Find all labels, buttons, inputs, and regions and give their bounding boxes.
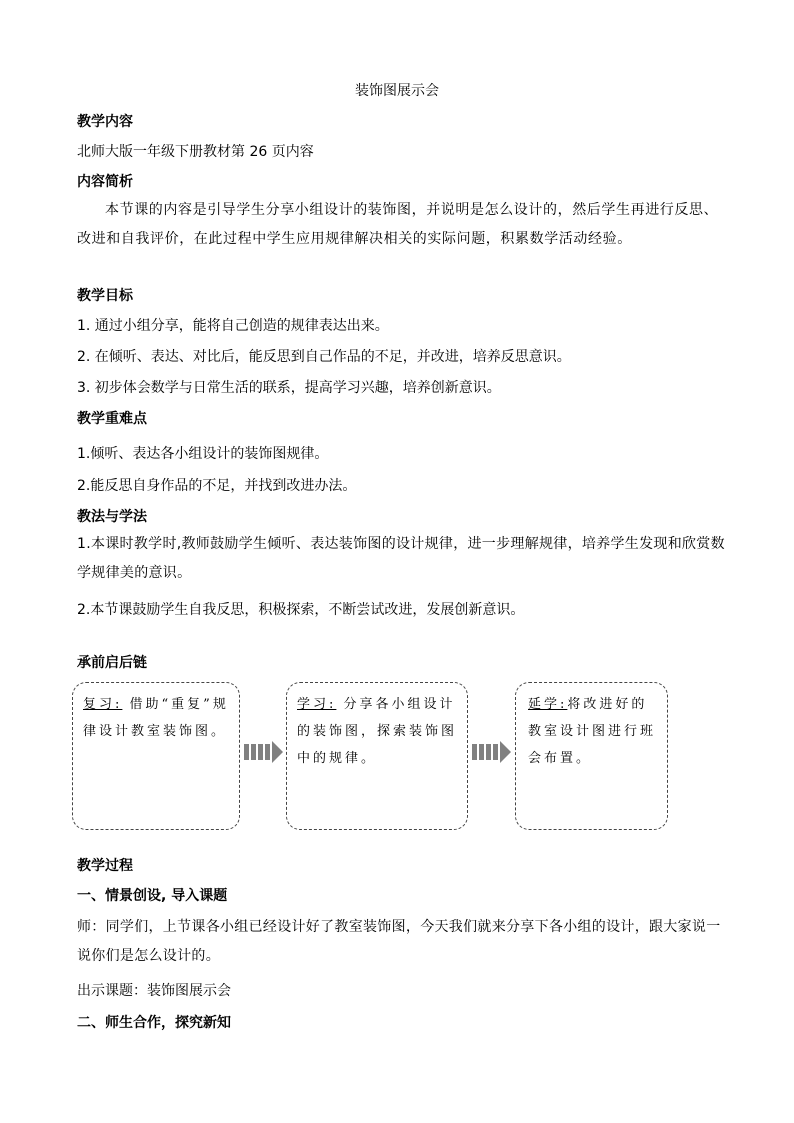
chain-arrow-2 bbox=[472, 741, 511, 763]
chain-text-extend: 将改进好的教室设计图进行班会布置。 bbox=[528, 697, 657, 766]
chain-text-learn: 分享各小组设计的装饰图，探索装饰图中的规律。 bbox=[297, 697, 458, 766]
goal-item-2: 2. 在倾听、表达、对比后，能反思到自己作品的不足，并改进，培养反思意识。 bbox=[77, 349, 571, 365]
chain-arrow-1 bbox=[244, 741, 283, 763]
section2-heading: 二、师生合作，探究新知 bbox=[77, 1015, 231, 1031]
process-heading: 教学过程 bbox=[77, 858, 133, 874]
method-paragraph-1: 1.本课时教学时,教师鼓励学生倾听、表达装饰图的设计规律，进一步理解规律，培养学生发现和欣赏数学规律美的意识。 bbox=[77, 536, 725, 581]
chain-label-extend: 延学: bbox=[528, 697, 568, 712]
section1-show-title: 出示课题：装饰图展示会 bbox=[77, 983, 231, 999]
chain-text-review: 借助“重复”规律设计教室装饰图。 bbox=[83, 697, 229, 739]
key-point-1: 1.倾听、表达各小组设计的装饰图规律。 bbox=[77, 446, 329, 462]
method-heading: 教法与学法 bbox=[77, 509, 147, 525]
chain-label-review: 复习: bbox=[83, 697, 123, 712]
content-heading: 教学内容 bbox=[77, 114, 133, 130]
page-title: 装饰图展示会 bbox=[355, 83, 439, 99]
chain-box-extend bbox=[515, 682, 668, 830]
section1-heading: 一、情景创设, 导入课题 bbox=[77, 888, 228, 904]
chain-box-review bbox=[72, 682, 240, 830]
key-heading: 教学重难点 bbox=[77, 411, 147, 427]
chain-label-learn: 学习: bbox=[297, 697, 337, 712]
section1-paragraph: 师：同学们，上节课各小组已经设计好了教室装饰图，今天我们就来分享下各小组的设计，跟大家说一说你们是怎么设计的。 bbox=[77, 919, 721, 964]
summary-paragraph: 本节课的内容是引导学生分享小组设计的装饰图，并说明是怎么设计的，然后学生再进行反思、改进和自我评价，在此过程中学生应用规律解决相关的实际问题，积累数学活动经验。 bbox=[77, 202, 719, 247]
summary-heading: 内容简析 bbox=[77, 174, 133, 190]
chain-box-learn bbox=[286, 682, 468, 830]
goals-heading: 教学目标 bbox=[77, 288, 133, 304]
key-point-2: 2.能反思自身作品的不足，并找到改进办法。 bbox=[77, 478, 357, 494]
goal-item-1: 1. 通过小组分享，能将自己创造的规律表达出来。 bbox=[77, 318, 389, 334]
goal-item-3: 3. 初步体会数学与日常生活的联系，提高学习兴趣，培养创新意识。 bbox=[77, 380, 501, 396]
content-text: 北师大版一年级下册教材第 26 页内容 bbox=[77, 144, 314, 160]
chain-heading: 承前启后链 bbox=[77, 655, 147, 671]
method-paragraph-2: 2.本节课鼓励学生自我反思，积极探索，不断尝试改进，发展创新意识。 bbox=[77, 602, 525, 618]
